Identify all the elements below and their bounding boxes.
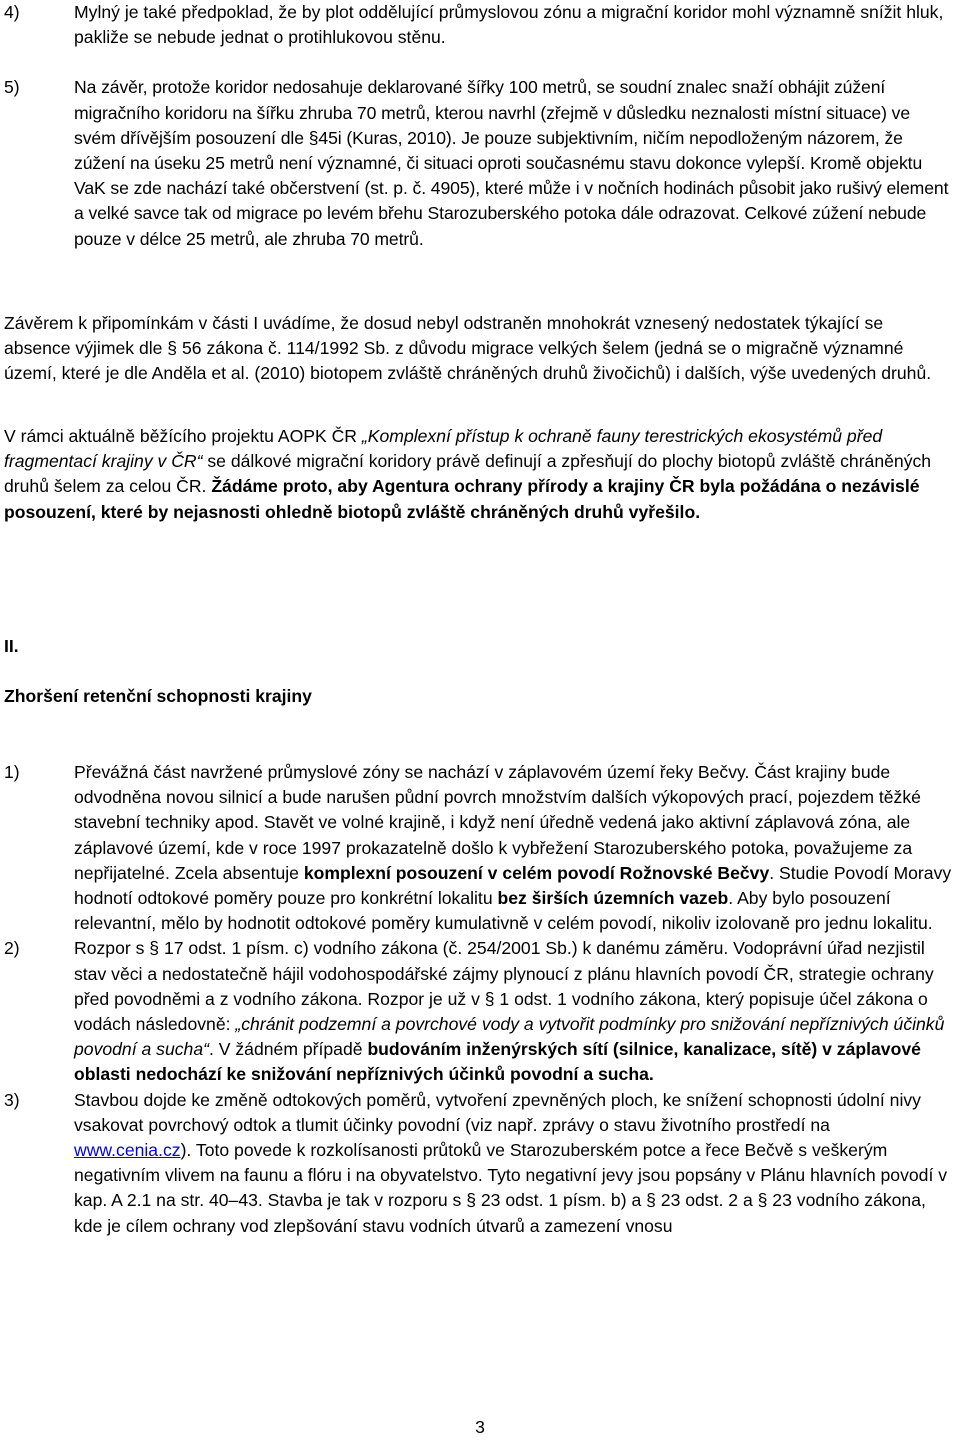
top-list	[4, 0, 952, 252]
paragraph-conclusion: Závěrem k připomínkám v části I uvádíme, že dosud nebyl odstraněn mnohokrát vznesený nedostatek týkající se absence výjimek dle § 56 zákona č. 114/1992 Sb. z důvodu migrace velkých šelem (jedná se o migračně významné území, které je dle Anděla et al. (2010) biotopem zvláště chráněných druhů živočichů) i dalších, výše uvedených druhů.	[4, 313, 932, 384]
retention-list	[4, 760, 952, 1239]
item-number: 2)	[4, 938, 20, 959]
text-run: Převážná část navržené průmyslové zóny se nachází v záplavovém území řeky Bečvy. Část krajiny bude odvodněna novou silnicí a bude narušen půdní povrch množstvím dalších výkopových prací, pojezdem těžké stavební techniky apod. Stavět ve volné krajině, i když není úředně vedená jako aktivní záplavová zóna, ale záplavové území, kde v roce 1997 prokazatelně došlo k vybřežení Starozuberského potoka, považujeme za nepřijatelné. Zcela absentuje	[74, 762, 921, 883]
list-item-5	[4, 75, 952, 251]
text-run: V rámci aktuálně běžícího projektu AOPK ČR	[4, 426, 362, 446]
bold-run: komplexní posouzení v celém povodí Rožnovské Bečvy	[303, 862, 770, 883]
project-title: „Komplexní přístup k ochraně fauny terestrických ekosystémů před fragmentací krajiny v ČR“	[4, 426, 883, 472]
text-run: . Studie Povodí Moravy hodnotí odtokové poměry pouze pro konkrétní lokalitu	[74, 862, 952, 909]
bold-run: budováním inženýrských sítí (silnice, kanalizace, sítě) v záplavové oblasti nedochází ke snižování nepříznivých účinků povodní a sucha.	[74, 1039, 921, 1085]
section-number: II.	[4, 636, 19, 656]
list-item-1	[4, 760, 952, 936]
bold-run: bez širších územních vazeb	[497, 888, 729, 909]
section-title: Zhoršení retenční schopnosti krajiny	[4, 686, 312, 706]
bold-request: Žádáme proto, aby Agentura ochrany přírody a krajiny ČR byla požádána o nezávislé posouzení, které by nejasnosti ohledně biotopů zvláště chráněných druhů vyřešilo.	[4, 476, 920, 522]
paragraph-aopk	[4, 424, 952, 525]
item-number: 1)	[4, 762, 20, 782]
item-number: 3)	[4, 1089, 20, 1110]
item-text: Mylný je také předpoklad, že by plot oddělující průmyslovou zónu a migrační koridor mohl významně snížit hluk, pakliže se nebude jednat o protihlukovou stěnu.	[74, 2, 944, 48]
text-run: ). Toto povede k rozkolísanosti průtoků ve Starozuberském potce a řece Bečvě s veškerým negativním vlivem na faunu a flóru i na obyvatelstvo. Tyto negativní jevy jsou popsány v Plánu hlavních povodí v kap. A 2.1 na str. 40–43. Stavba je tak v rozporu s § 23 odst. 1 písm. b) a § 23 odst. 2 a § 23 vodního zákona, kde je cílem ochrany vod zlepšování stavu vodních útvarů a zamezení vnosu	[74, 1140, 948, 1236]
item-number: 5)	[4, 77, 20, 98]
text-run: . V žádném případě	[208, 1039, 368, 1060]
text-run: Stavbou dojde ke změně odtokových poměrů, vytvoření zpevněných ploch, ke snížení schopnosti údolní nivy vsakovat povrchový odtok a tlumit účinky povodní (viz např. zprávy o stavu životního prostředí na	[74, 1089, 921, 1135]
item-text: Na závěr, protože koridor nedosahuje deklarované šířky 100 metrů, se soudní znalec snaží obhájit zúžení migračního koridoru na šířku zhruba 70 metrů, kterou navrhl (zřejmě v důsledku neznalosti místní situace) ve svém dřívějším posouzení dle §45i (Kuras, 2010). Je pouze subjektivním, ničím nepodloženým názorem, že zúžení na úseku 25 metrů není významné, či situaci oproti současnému stavu dokonce vylepší. Kromě objektu VaK se zde nachází také občerstvení (st. p. č. 4905), které může i v nočních hodinách působit jako rušivý element a velké savce tak od migrace po levém břehu Starozuberského potoka dále odrazovat. Celkové zúžení nebude pouze v délce 25 metrů, ale zhruba 70 metrů.	[74, 77, 949, 249]
item-text	[74, 760, 952, 936]
page-number: 3	[475, 1417, 485, 1437]
list-item-3	[4, 1088, 952, 1239]
law-quote: „chránit podzemní a povrchové vody a vytvořit podmínky pro snižování nepříznivých účinků povodní a sucha“	[74, 1014, 945, 1060]
cenia-link[interactable]: www.cenia.cz	[74, 1140, 181, 1161]
item-number: 4)	[4, 2, 20, 22]
item-text	[74, 936, 952, 1087]
list-item-4	[4, 0, 952, 50]
text-run: Rozpor s § 17 odst. 1 písm. c) vodního zákona (č. 254/2001 Sb.) k danému záměru. Vodoprávní úřad nezjistil stav věci a nedostatečně hájil vodohospodářské zájmy plynoucí z plánu hlavních povodí ČR, strategie ochrany před povodněmi a z vodního zákona. Rozpor je už v § 1 odst. 1 vodního zákona, který popisuje účel zákona o vodách následovně:	[74, 938, 934, 1035]
text-run: . Aby bylo posouzení relevantní, mělo by hodnotit odtokové poměry kumulativně v celém povodí, nikoliv izolovaně pro jednu lokalitu.	[74, 888, 933, 934]
text-run: se dálkové migrační koridory právě definují a zpřesňují do plochy biotopů zvláště chráněných druhů šelem za celou ČR.	[4, 451, 932, 497]
list-item-2	[4, 936, 952, 1087]
item-text	[74, 1088, 952, 1239]
